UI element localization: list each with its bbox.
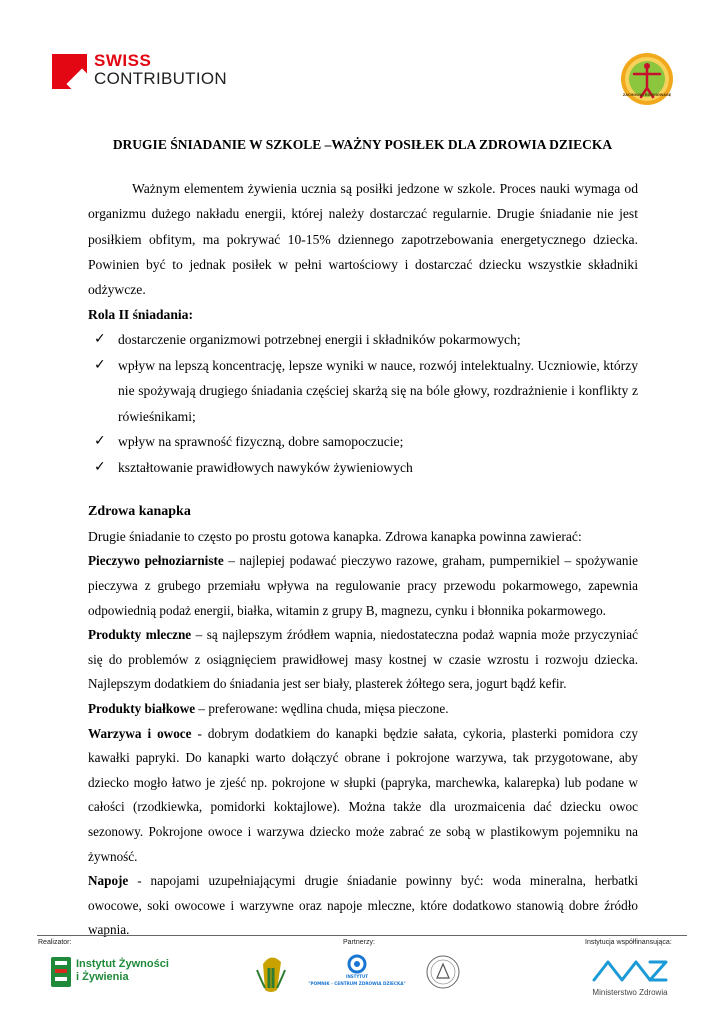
ministry-emblem-icon [590, 952, 670, 986]
program-logo [620, 52, 674, 106]
page-title: DRUGIE ŚNIADANIE W SZKOLE –WAŻNY POSIŁEK DLA ZDROWIA DZIECKA [112, 137, 613, 152]
checkmark-icon: ✓ [94, 433, 106, 450]
intro-paragraph: Ważnym elementem żywienia ucznia są posiłki jedzone w szkole. Proces nauki wymaga od organizmu dużego nakładu energii, której należy dostarczać regularnie. Drugie śniadanie nie jest posiłkiem obfitym, ma pokrywać 10-15% dziennego zapotrzebowania energetycznego dziecka. Powinien być to jednak posiłek w pełni wartościowy i dostarczać dziecku wszystkie składniki odżywcze. [88, 181, 638, 298]
list-item: ✓ wpływ na lepszą koncentrację, lepsze wyniki w nauce, rozwój intelektualny. Uczniowie, którzy nie spożywają drugiego śniadania częściej skarżą się na bóle głowy, rozdrażnienie i konflikty z rówieśnikami; [88, 353, 638, 430]
izz-logo [50, 954, 200, 994]
partner-logo-3-icon [427, 956, 459, 988]
logo-line-1: SWISS [94, 51, 152, 70]
partner-logos [255, 950, 465, 1000]
section-warzywa-owoce: Warzywa i owoce - dobrym dodatkiem do kanapki będzie sałata, cykoria, plasterki pomidora czy kawałki papryki. Do kanapki warto dołączyć obrane i pokrojone warzywa, tak przygotowane, aby dziecko mogło łatwo je zjeść np. pokrojone w słupki (papryka, marchewka, kalarepka) lub podane w całości (rzodkiewka, pomidorki koktajlowe). Można także dla urozmaicenia dać dziecku owoc sezonowy. Pokrojone owoce i warzywa dziecko może zabrać ze sobą w plastikowym pojemniku na żywność. [88, 725, 638, 864]
zdrowa-kanapka-lead: Drugie śniadanie to często po prostu gotowa kanapka. Zdrowa kanapka powinna zawierać: [88, 529, 582, 545]
ministry-name: Ministerstwo Zdrowia [592, 988, 668, 997]
document-body [88, 176, 638, 943]
svg-text:ZACHOWAJ RÓWNOWAGĘ: ZACHOWAJ RÓWNOWAGĘ [622, 93, 672, 97]
izz-line-1: Instytut Żywności [76, 958, 169, 970]
list-item: ✓ kształtowanie prawidłowych nawyków żywieniowych [88, 455, 638, 481]
logo-line-2: CONTRIBUTION [94, 69, 227, 88]
footer-divider [37, 935, 687, 936]
swiss-flag-icon [52, 54, 87, 89]
rola-list [88, 327, 638, 480]
list-item: ✓ dostarczenie organizmowi potrzebnej energii i składników pokarmowych; [88, 327, 638, 353]
section-pieczywo: Pieczywo pełnoziarniste – najlepiej podawać pieczywo razowe, graham, pumpernikiel – spożywanie pieczywa z grubego przemiału wpływa na regulowanie pracy przewodu pokarmowego, zapewnia odpowiednią podaż energii, białka, witamin z grupy B, magnezu, cynku i błonnika pokarmowego. [88, 553, 639, 618]
checkmark-icon: ✓ [94, 331, 106, 348]
partnerzy-label: Partnerzy: [343, 939, 375, 946]
svg-text:"POMNIK - CENTRUM ZDROWIA DZIE: "POMNIK - CENTRUM ZDROWIA DZIECKA" [308, 981, 406, 986]
instytucja-label: Instytucja współfinansująca: [585, 939, 672, 946]
izz-line-2: i Żywienia [76, 971, 129, 983]
realizator-label: Realizator: [38, 939, 72, 946]
izz-emblem-icon [50, 956, 72, 988]
rola-heading: Rola II śniadania: [88, 307, 194, 323]
zdrowa-kanapka-heading: Zdrowa kanapka [88, 504, 191, 520]
svg-text:INSTYTUT: INSTYTUT [345, 974, 369, 979]
list-item: ✓ wpływ na sprawność fizyczną, dobre samopoczucie; [88, 429, 638, 455]
section-produkty-mleczne: Produkty mleczne – są najlepszym źródłem wapnia, niedostateczna podaż wapnia może przyczyniać się do problemów z osiągnięciem prawidłowej masy kostnej w czasie wzrostu i rozwoju dziecka. Najlepszym dodatkiem do śniadania jest ser biały, plasterek żółtego sera, jogurt bądź kefir. [88, 627, 638, 692]
partner-logo-2-icon [308, 956, 405, 986]
partner-logo-1-icon [257, 957, 285, 992]
section-produkty-bialkowe: Produkty białkowe – preferowane: wędlina chuda, mięsa pieczone. [88, 701, 449, 717]
section-napoje: Napoje - napojami uzupełniającymi drugie śniadanie powinny być: woda mineralna, herbatki owocowe, soki owocowe i warzywne oraz napoje mleczne, które dodatkowo stanowią dobre źródło wapnia. [88, 873, 638, 938]
checkmark-icon: ✓ [94, 458, 106, 475]
checkmark-icon: ✓ [94, 356, 106, 373]
swiss-contribution-logo [52, 52, 227, 92]
ministry-logo [590, 952, 670, 1000]
intro-section [88, 176, 638, 302]
